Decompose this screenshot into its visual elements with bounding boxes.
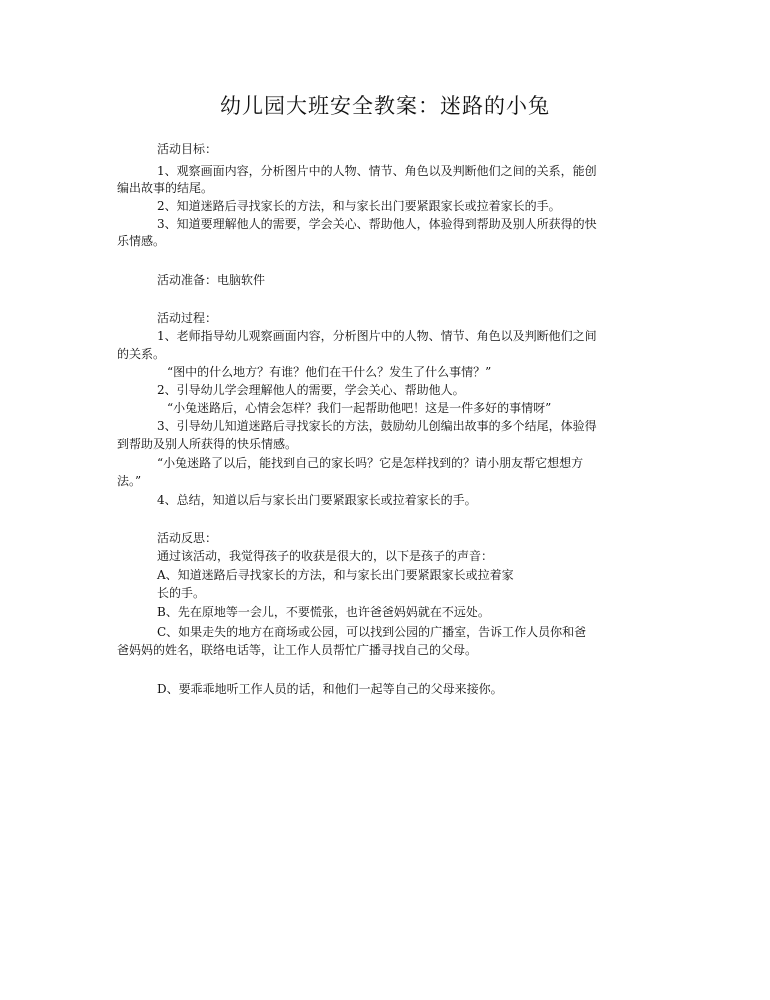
process-2: 2、引导幼儿学会理解他人的需要，学会关心、帮助他人。 bbox=[157, 383, 465, 397]
reflection-heading: 活动反思： bbox=[157, 531, 218, 545]
process-1-line-1: 1、老师指导幼儿观察画面内容，分析图片中的人物、情节、角色以及判断他们之间 bbox=[157, 329, 597, 343]
reflection-intro: 通过该活动，我觉得孩子的收获是很大的，以下是孩子的声音： bbox=[157, 549, 494, 563]
process-3-line-1: 3、引导幼儿知道迷路后寻找家长的方法，鼓励幼儿创编出故事的多个结尾，体验得 bbox=[157, 419, 597, 433]
process-2-question: “小兔迷路后，心情会怎样？我们一起帮助他吧！这是一件多好的事情呀” bbox=[167, 401, 552, 415]
process-3-line-2: 到帮助及别人所获得的快乐情感。 bbox=[117, 437, 298, 451]
process-3-question-line-1: “小兔迷路了以后，能找到自己的家长吗？它是怎样找到的？请小朋友帮它想想方 bbox=[157, 456, 584, 470]
reflection-b: B、先在原地等一会儿，不要慌张，也许爸爸妈妈就在不远处。 bbox=[157, 605, 490, 619]
reflection-a-line-2: 长的手。 bbox=[157, 586, 206, 600]
reflection-c-line-2: 爸妈妈的姓名，联络电话等，让工作人员帮忙广播寻找自己的父母。 bbox=[117, 643, 478, 657]
process-3-question-line-2: 法。” bbox=[117, 474, 142, 488]
process-1-question: “图中的什么地方？有谁？他们在干什么？发生了什么事情？” bbox=[167, 365, 492, 379]
document-title: 幼儿园大班安全教案：迷路的小兔 bbox=[220, 94, 550, 118]
preparation: 活动准备：电脑软件 bbox=[157, 273, 266, 287]
reflection-c-line-1: C、如果走失的地方在商场或公园，可以找到公园的广播室，告诉工作人员你和爸 bbox=[157, 625, 587, 639]
process-4: 4、总结，知道以后与家长出门要紧跟家长或拉着家长的手。 bbox=[157, 493, 477, 507]
reflection-d: D、要乖乖地听工作人员的话，和他们一起等自己的父母来接你。 bbox=[157, 682, 503, 696]
goal-3-line-1: 3、知道要理解他人的需要，学会关心、帮助他人，体验得到帮助及别人所获得的快 bbox=[157, 217, 597, 231]
process-heading: 活动过程： bbox=[157, 311, 218, 325]
goal-3-line-2: 乐情感。 bbox=[117, 234, 166, 248]
goal-1-line-2: 编出故事的结尾。 bbox=[117, 181, 214, 195]
goal-1-line-1: 1、观察画面内容，分析图片中的人物、情节、角色以及判断他们之间的关系，能创 bbox=[157, 164, 597, 178]
goal-2: 2、知道迷路后寻找家长的方法，和与家长出门要紧跟家长或拉着家长的手。 bbox=[157, 199, 561, 213]
goals-heading: 活动目标： bbox=[157, 142, 218, 156]
reflection-a-line-1: A、知道迷路后寻找家长的方法，和与家长出门要紧跟家长或拉着家 bbox=[157, 568, 514, 582]
process-1-line-2: 的关系。 bbox=[117, 347, 166, 361]
